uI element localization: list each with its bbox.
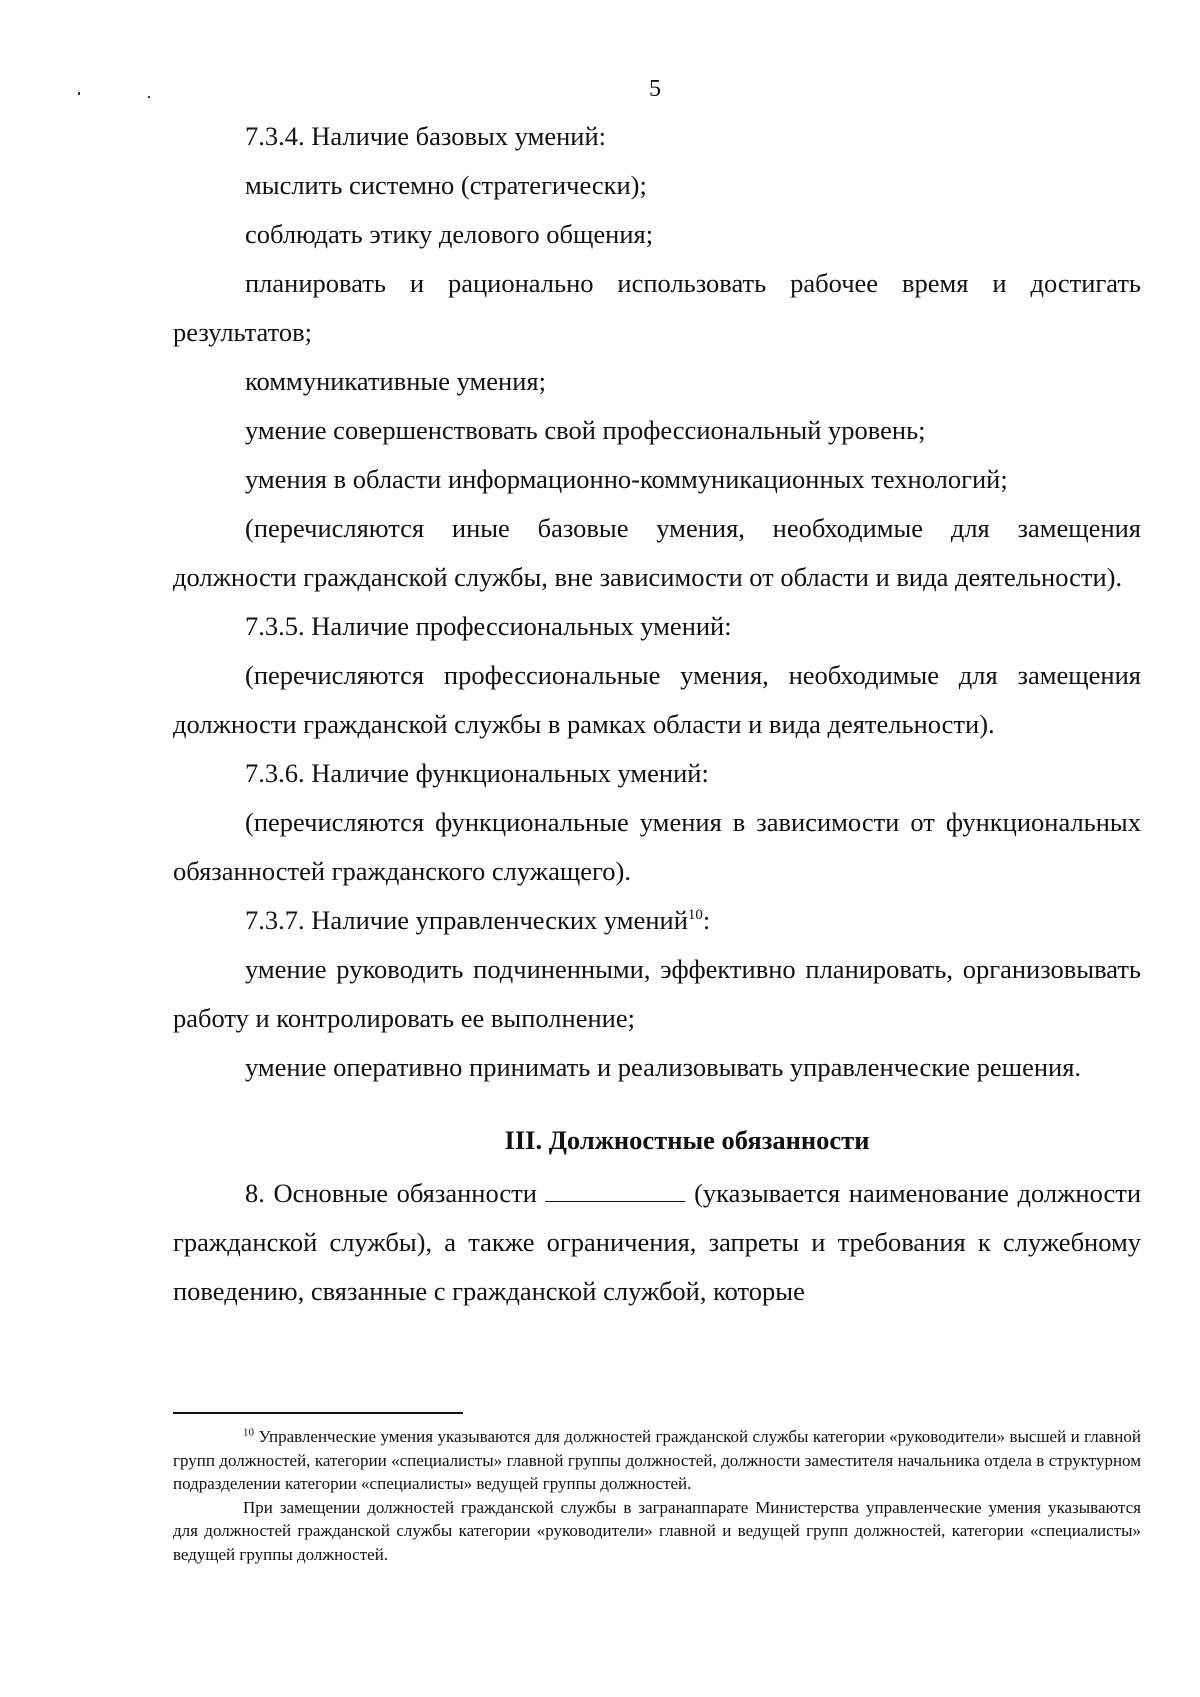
footnote-separator [173,1412,463,1414]
paragraph-7-3-7-heading [173,896,1141,945]
footnote-reference: 10 [687,907,703,924]
footnote-10-continuation: При замещении должностей гражданской службы в загранаппарате Министерства управленческие умения указываются для должностей гражданской службы категории «руководители» главной и ведущей групп должностей, категории «специалисты» ведущей группы должностей. [173,1497,1141,1564]
footnote-10-text: Управленческие умения указываются для должностей гражданской службы категории «руководители» высшей и главной групп должностей, категории «специалисты» главной группы должностей, должности заместителя начальника отдела в структурном подразделении категории «специалисты» ведущей группы должностей. [173,1427,1141,1493]
footnote-number: 10 [243,1426,254,1439]
paragraph-8-start: 8. Основные обязанности [245,1178,537,1208]
paragraph-8-rest: (указывается наименование должности гражданской службы), а также ограничения, запреты и требования к служебному поведению, связанные с гражданской службой, которые [173,1178,1142,1306]
paragraph-7-3-5-heading: 7.3.5. Наличие профессиональных умений: [245,611,732,641]
paragraph-plan-time: планировать и рационально использовать рабочее время и достигать результатов; [173,268,1141,347]
paragraph-management-decisions: умение оперативно принимать и реализовывать управленческие решения. [245,1052,1082,1082]
paragraph-7-3-6-heading: 7.3.6. Наличие функциональных умений: [245,758,709,788]
paragraph-manage-subordinates: умение руководить подчиненными, эффективно планировать, организовывать работу и контролировать ее выполнение; [173,954,1141,1033]
paragraph-7-3-4-heading: 7.3.4. Наличие базовых умений: [245,121,607,151]
paragraph-other-basic-skills: (перечисляются иные базовые умения, необходимые для замещения должности гражданской службы, вне зависимости от области и вида деятельности). [173,513,1141,592]
paragraph-communicative-skills: коммуникативные умения; [245,366,546,396]
section-heading: III. Должностные обязанности [504,1125,870,1155]
fill-in-blank [545,1183,685,1202]
paragraph-professional-skills: (перечисляются профессиональные умения, необходимые для замещения должности гражданской службы в рамках области и вида деятельности). [173,660,1141,739]
footnote-10 [173,1425,1141,1496]
page-number: 5 [649,76,661,102]
paragraph-business-ethics: соблюдать этику делового общения; [245,219,654,249]
paragraph-functional-skills: (перечисляются функциональные умения в зависимости от функциональных обязанностей гражданского служащего). [173,807,1141,886]
paragraph-think-systemically: мыслить системно (стратегически); [245,170,647,200]
footnotes [173,1425,1141,1566]
document-body [173,112,1141,1316]
paragraph-8 [173,1169,1141,1316]
paragraph-professional-level: умение совершенствовать свой профессиональный уровень; [245,415,926,445]
paragraph-ict-skills: умения в области информационно-коммуникационных технологий; [245,464,1008,494]
paragraph-7-3-7-text: 7.3.7. Наличие управленческих умений [245,905,688,935]
paragraph-7-3-7-colon: : [702,905,711,935]
